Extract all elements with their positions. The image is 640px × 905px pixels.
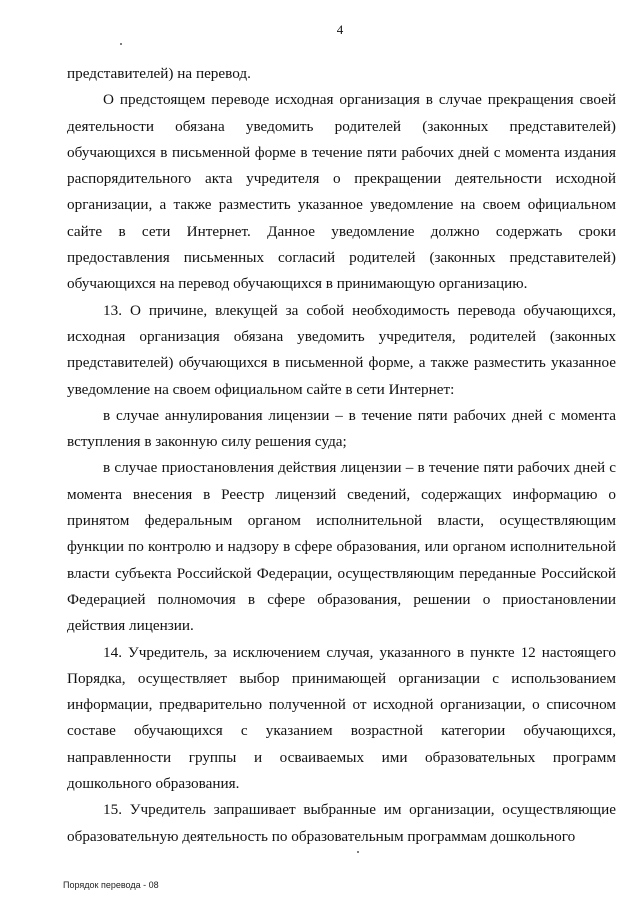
paragraph-item-14: 14. Учредитель, за исключением случая, указанного в пункте 12 настоящего Порядка, осуществляет выбор принимающей организации с использованием информации, предварительно полученной от исходной организации, о списочном составе обучающихся с указанием возрастной категории обучающихся, направленности группы и осваиваемых ими образовательных программ дошкольного образования. (67, 643, 616, 793)
paragraph-closure-notice: О предстоящем переводе исходная организация в случае прекращения своей деятельности обязана уведомить родителей (законных представителей) обучающихся в письменной форме в течение пяти рабочих дней с момента издания распорядительного акта учредителя о прекращении деятельности исходной организации, а также разместить указанное уведомление на своем официальном сайте в сети Интернет. Данное уведомление должно содержать сроки предоставления письменных согласий родителей (законных представителей) обучающихся на перевод обучающихся в принимающую организацию. (67, 91, 616, 293)
paragraph-continuation: представителей) на перевод. (67, 65, 251, 82)
paragraph-license-annulment: в случае аннулирования лицензии – в течение пяти рабочих дней с момента вступления в законную силу решения суда; (67, 406, 616, 451)
scan-speck (120, 43, 122, 45)
page-footer: Порядок перевода - 08 (63, 880, 159, 890)
document-body (67, 61, 616, 850)
page-number: 4 (336, 22, 344, 37)
scan-speck (357, 851, 359, 853)
paragraph-item-13: 13. О причине, влекущей за собой необходимость перевода обучающихся, исходная организация обязана уведомить учредителя, родителей (законных представителей) обучающихся в письменной форме, а также разместить указанное уведомление на своем официальном сайте в сети Интернет: (67, 301, 616, 398)
paragraph-license-suspension: в случае приостановления действия лицензии – в течение пяти рабочих дней с момента внесения в Реестр лицензий сведений, содержащих информацию о принятом федеральным органом исполнительной власти, осуществляющим функции по контролю и надзору в сфере образования, или органом исполнительной власти субъекта Российской Федерации, осуществляющим переданные Российской Федерацией полномочия в сфере образования, решении о приостановлении действия лицензии. (67, 459, 616, 635)
paragraph-item-15: 15. Учредитель запрашивает выбранные им организации, осуществляющие образовательную деятельность по образовательным программам дошкольного (67, 801, 616, 845)
